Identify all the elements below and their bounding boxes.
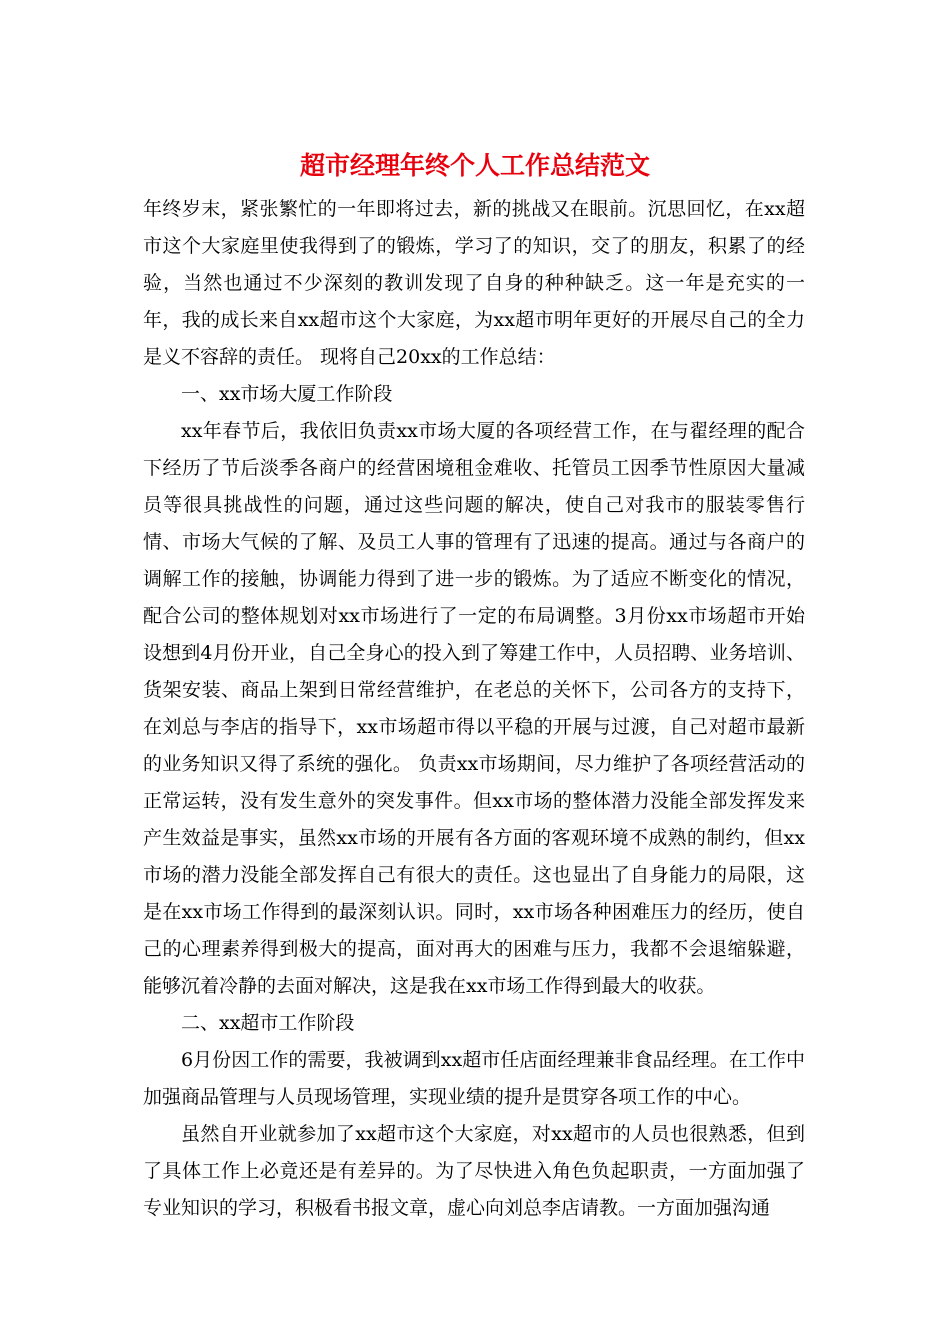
intro-paragraph: 年终岁末，紧张繁忙的一年即将过去，新的挑战又在眼前。沉思回忆，在xx超市这个大家庭里使我得到了的锻炼，学习了的知识，交了的朋友，积累了的经验，当然也通过不少深刻的教训发现了自身的种种缺乏。这一年是充实的一年，我的成长来自xx超市这个大家庭，为xx超市明年更好的开展尽自己的全力是义不容辞的责任。 现将自己20xx的工作总结： [143,198,805,368]
section-2-paragraph-1: 6月份因工作的需要，我被调到xx超市任店面经理兼非食品经理。在工作中加强商品管理与人员现场管理，实现业绩的提升是贯穿各项工作的中心。 [143,1049,805,1108]
section-1-paragraph: xx年春节后，我依旧负责xx市场大厦的各项经营工作，在与翟经理的配合下经历了节后淡季各商户的经营困境租金难收、托管员工因季节性原因大量减员等很具挑战性的问题，通过这些问题的解决，使自己对我市的服装零售行情、市场大气候的了解、及员工人事的管理有了迅速的提高。通过与各商户的调解工作的接触，协调能力得到了进一步的锻炼。为了适应不断变化的情况，配合公司的整体规划对xx市场进行了一定的布局调整。3月份xx市场超市开始设想到4月份开业，自己全身心的投入到了筹建工作中，人员招聘、业务培训、货架安装、商品上架到日常经营维护，在老总的关怀下，公司各方的支持下，在刘总与李店的指导下，xx市场超市得以平稳的开展与过渡，自己对超市最新的业务知识又得了系统的强化。 负责xx市场期间，尽力维护了各项经营活动的正常运转，没有发生意外的突发事件。但xx市场的整体潜力没能全部发挥发来产生效益是事实，虽然xx市场的开展有各方面的客观环境不成熟的制约，但xx市场的潜力没能全部发挥自己有很大的责任。这也显出了自身能力的局限，这是在xx市场工作得到的最深刻认识。同时，xx市场各种困难压力的经历，使自己的心理素养得到极大的提高，面对再大的困难与压力，我都不会退缩躲避，能够沉着冷静的去面对解决，这是我在xx市场工作得到最大的收获。 [143,420,805,997]
section-2-paragraph-2: 虽然自开业就参加了xx超市这个大家庭，对xx超市的人员也很熟悉，但到了具体工作上必竟还是有差异的。为了尽快进入角色负起职责，一方面加强了专业知识的学习，积极看书报文章，虚心向刘总李店请教。一方面加强沟通 [143,1123,805,1219]
section-heading-1: 一、xx市场大厦工作阶段 [181,383,393,405]
section-heading-2: 二、xx超市工作阶段 [181,1012,355,1034]
document-title: 超市经理年终个人工作总结范文 [299,151,650,180]
document-body [143,191,805,1227]
